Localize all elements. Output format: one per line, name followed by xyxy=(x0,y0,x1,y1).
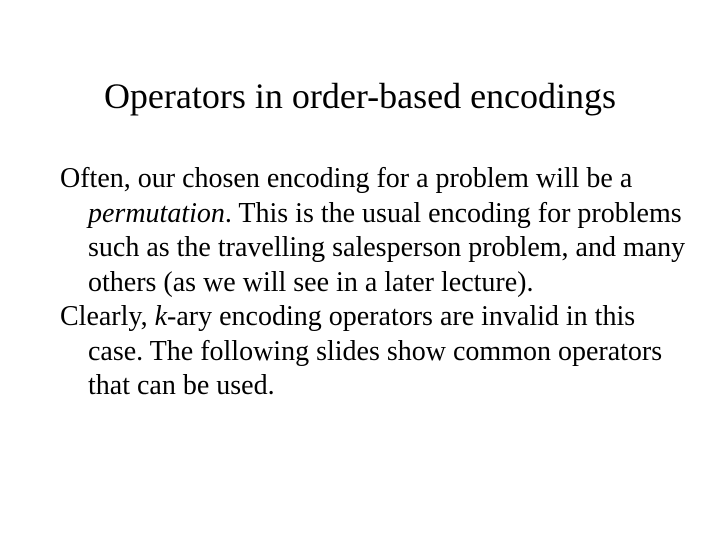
emphasized-term-k: k xyxy=(154,301,168,332)
emphasized-term-permutation: permutation xyxy=(88,197,225,229)
paragraph-k-ary-operators xyxy=(60,300,690,404)
paragraph-text: Clearly, xyxy=(60,301,155,332)
paragraph-permutation-encoding xyxy=(60,162,690,300)
slide-title: Operators in order-based encodings xyxy=(103,76,617,116)
paragraph-text: Often, our chosen encoding for a problem will be a xyxy=(60,163,633,194)
paragraph-text: -ary encoding operators are invalid in this case. The following slides show common operators that can be used. xyxy=(88,301,663,401)
paragraph-text: . This is the usual encoding for problems such as the travelling salesperson problem, and many others (as we will see in a later lecture). xyxy=(88,197,686,298)
slide-body xyxy=(60,162,690,404)
